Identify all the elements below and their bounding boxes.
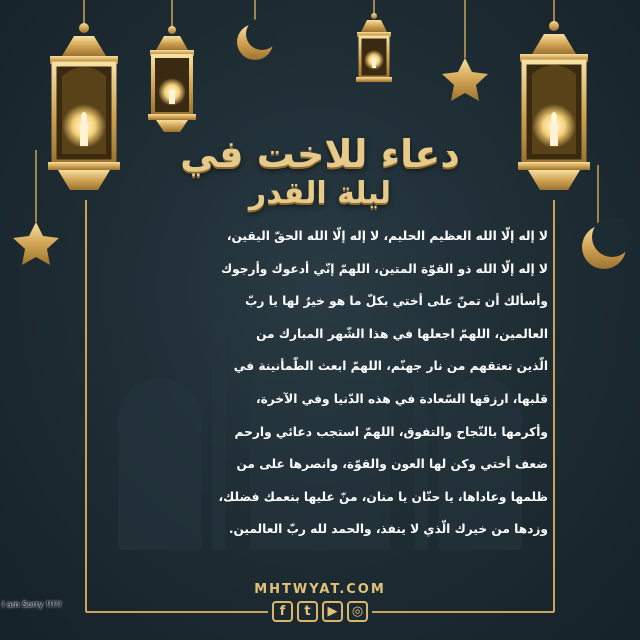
facebook-icon[interactable]: f: [272, 601, 293, 622]
instagram-icon[interactable]: ◎: [347, 601, 368, 622]
prayer-line: وأكرمها بالنّجاح والتفوق، اللهمّ استجب دعائي وارحم: [234, 424, 548, 439]
lantern-icon: [518, 21, 590, 190]
poster-subtitle: ليلة القدر: [248, 176, 392, 211]
prayer-line: لا إله إلّا الله ذو القوّة المتين، اللهمّ إنّي أدعوك وأرجوك: [220, 261, 548, 276]
crescent-icon: [582, 217, 632, 269]
prayer-line: الّذين تعتقهم من نار جهنّم، اللهمّ ابعث الطّمأنينة في: [233, 359, 548, 374]
lantern-icon: [148, 26, 196, 132]
lantern-icon: [48, 23, 120, 190]
crescent-icon: [237, 18, 278, 60]
prayer-line: العالمين، اللهمّ اجعلها في هذا الشّهر المبارك من: [256, 326, 548, 341]
watermark-text: I am Sorry !!!!!: [2, 600, 62, 609]
star-icon: [13, 222, 59, 265]
star-icon: [442, 58, 488, 101]
prayer-line: قلبها، ارزقها السّعادة في هذه الدّنيا وفي الآخرة،: [255, 391, 548, 406]
youtube-icon[interactable]: ▶: [322, 601, 343, 622]
prayer-line: وأسألك أن تمنّ على أختي بكلّ ما هو خيرٌ لها يا ربّ: [245, 294, 548, 309]
prayer-line: وزدها من خيرك الّذي لا ينفذ، والحمد لله ربّ العالمين.: [228, 522, 548, 537]
twitter-icon[interactable]: t: [297, 601, 318, 622]
site-name[interactable]: MHTWYAT.COM: [254, 582, 386, 597]
prayer-line: ضعف أختي وكن لها العون والقوّة، وانصرها على من: [236, 457, 548, 472]
social-links: [272, 601, 368, 622]
poster-title: دعاء للاخت في: [180, 132, 460, 176]
prayer-line: لا إله إلّا الله العظيم الحليم، لا إله إلّا الله الحقّ اليقين،: [226, 229, 548, 243]
prayer-line: ظلمها وعاداها، يا حنّان يا منان، منّ عليها بنعمك فضلك،: [218, 489, 548, 504]
prayer-text: [92, 220, 548, 546]
lantern-icon: [356, 13, 392, 82]
